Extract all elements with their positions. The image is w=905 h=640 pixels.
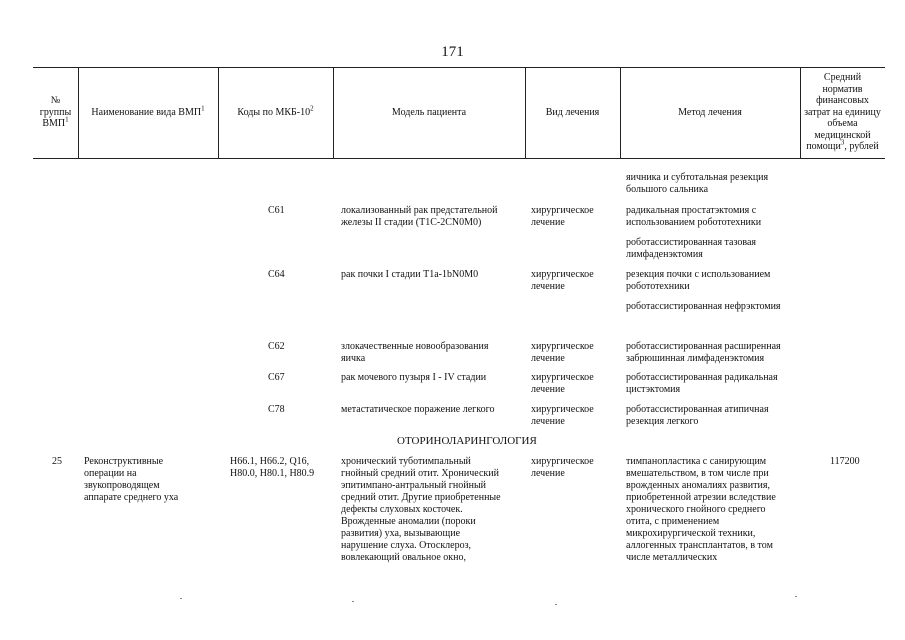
icd-codes-text: H80.0, H80.1, H80.9 <box>230 468 315 479</box>
treatment-type-text: хирургическое <box>531 456 594 467</box>
patient-model-text: Врожденные аномалии (пороки <box>341 516 476 527</box>
scan-speck <box>795 596 797 597</box>
method-text: роботассистированная нефрэктомия <box>626 301 781 312</box>
patient-model-text: гнойный средний отит. Хронический <box>341 468 499 479</box>
method-text: тимпанопластика с санирующим <box>626 456 767 467</box>
method-text: цистэктомия <box>626 384 681 395</box>
patient-model-text: рак мочевого пузыря I - IV стадии <box>341 372 487 383</box>
header-cost-standard: Средний норматив финансовых затрат на единицу объема медицинской помощи$^3$, рублей <box>804 72 881 153</box>
method-text: резекция почки с использованием <box>626 269 771 280</box>
treatment-type-text: хирургическое <box>531 372 594 383</box>
vmp-name-text: операции на <box>84 468 137 479</box>
icd-codes-text: H66.1, H66.2, Q16, <box>230 456 310 467</box>
header-group-number-line: группы <box>39 106 72 118</box>
patient-model-text: железы II стадии (T1C-2CN0M0) <box>341 217 482 228</box>
header-patient-model: Модель пациента <box>391 106 467 118</box>
patient-model-text: метастатическое поражение легкого <box>341 404 495 415</box>
method-text: вмешательством, в том числе при <box>626 468 769 479</box>
header-bottom-rule <box>33 158 885 159</box>
patient-model-text: развития) уха, вызывающие <box>341 528 461 539</box>
icd-code: C62 <box>268 341 285 352</box>
method-text: яичника и субтотальная резекция <box>626 172 769 183</box>
method-text: отита, с применением <box>626 516 720 527</box>
method-text: роботассистированная радикальная <box>626 372 778 383</box>
treatment-type-text: хирургическое <box>531 269 594 280</box>
scan-speck <box>180 598 182 599</box>
footnote-mark: 1 <box>65 115 69 124</box>
footnote-mark: 1 <box>201 104 205 113</box>
treatment-type-text: лечение <box>531 384 565 395</box>
method-text: числе металлических <box>626 552 718 563</box>
icd-code: C61 <box>268 205 285 216</box>
header-treatment-type: Вид лечения <box>545 106 600 118</box>
header-icd-codes: Коды по МКБ-$10^2$ <box>237 104 314 118</box>
patient-model-text: дефекты слуховых косточек. <box>341 504 463 515</box>
vmp-name-text: звукопроводящем <box>84 480 160 491</box>
group-number: 25 <box>52 456 62 467</box>
patient-model-text: эпитимпано-антральный гнойный <box>341 480 487 491</box>
method-text: роботассистированная атипичная <box>626 404 769 415</box>
treatment-type-text: лечение <box>531 468 565 479</box>
treatment-type-text: лечение <box>531 416 565 427</box>
method-text: использованием робототехники <box>626 217 762 228</box>
method-text: роботассистированная расширенная <box>626 341 781 352</box>
method-text: хронического гнойного среднего <box>626 504 766 515</box>
method-text: робототехники <box>626 281 690 292</box>
patient-model-text: рак почки I стадии T1a-1bN0M0 <box>341 269 479 280</box>
scan-speck <box>555 604 557 605</box>
treatment-type-text: хирургическое <box>531 404 594 415</box>
header-vmp-name: Наименование вида ВМП$^1$ <box>91 104 205 118</box>
method-text: резекция легкого <box>626 416 699 427</box>
page-number: 171 <box>441 44 464 60</box>
footnote-mark: 2 <box>310 104 314 113</box>
section-title: ОТОРИНОЛАРИНГОЛОГИЯ <box>397 435 537 447</box>
method-text: большого сальника <box>626 184 709 195</box>
patient-model-text: локализованный рак предстательной <box>341 205 498 216</box>
patient-model-text: вовлекающий овальное окно, <box>341 552 466 563</box>
patient-model-text: яичка <box>341 353 366 364</box>
icd-code: C64 <box>268 269 285 280</box>
treatment-type-text: лечение <box>531 217 565 228</box>
method-text: микрохирургической техники, <box>626 528 756 539</box>
treatment-type-text: хирургическое <box>531 341 594 352</box>
patient-model-text: средний отит. Другие приобретенные <box>341 492 501 503</box>
patient-model-text: злокачественные новообразования <box>341 341 489 352</box>
treatment-type-text: лечение <box>531 281 565 292</box>
header-treatment-method: Метод лечения <box>678 106 742 118</box>
method-text: лимфаденэктомия <box>626 249 703 260</box>
method-text: врожденных аномалиях развития, <box>626 480 770 491</box>
footnote-mark: 3 <box>840 138 845 147</box>
method-text: забрюшинная лимфаденэктомия <box>626 353 765 364</box>
treatment-type-text: лечение <box>531 353 565 364</box>
scan-speck <box>352 601 354 602</box>
treatment-type-text: хирургическое <box>531 205 594 216</box>
patient-model-text: хронический туботимпальный <box>341 456 471 467</box>
cost-value: 117200 <box>830 456 860 467</box>
patient-model-text: нарушение слуха. Отосклероз, <box>341 540 472 551</box>
method-text: аллогенных трансплантатов, в том <box>626 540 773 551</box>
header-group-number <box>33 67 78 158</box>
method-text: роботассистированная тазовая <box>626 237 756 248</box>
vmp-name-text: Реконструктивные <box>84 456 164 467</box>
method-text: радикальная простатэктомия с <box>626 205 757 216</box>
vmp-name-text: аппарате среднего уха <box>84 492 179 503</box>
icd-code: C67 <box>268 372 285 383</box>
icd-code: C78 <box>268 404 285 415</box>
method-text: приобретенной атрезии вследствие <box>626 492 776 503</box>
header-group-number-line: № <box>50 95 61 107</box>
header-group-number-line: ВМП <box>42 118 66 130</box>
